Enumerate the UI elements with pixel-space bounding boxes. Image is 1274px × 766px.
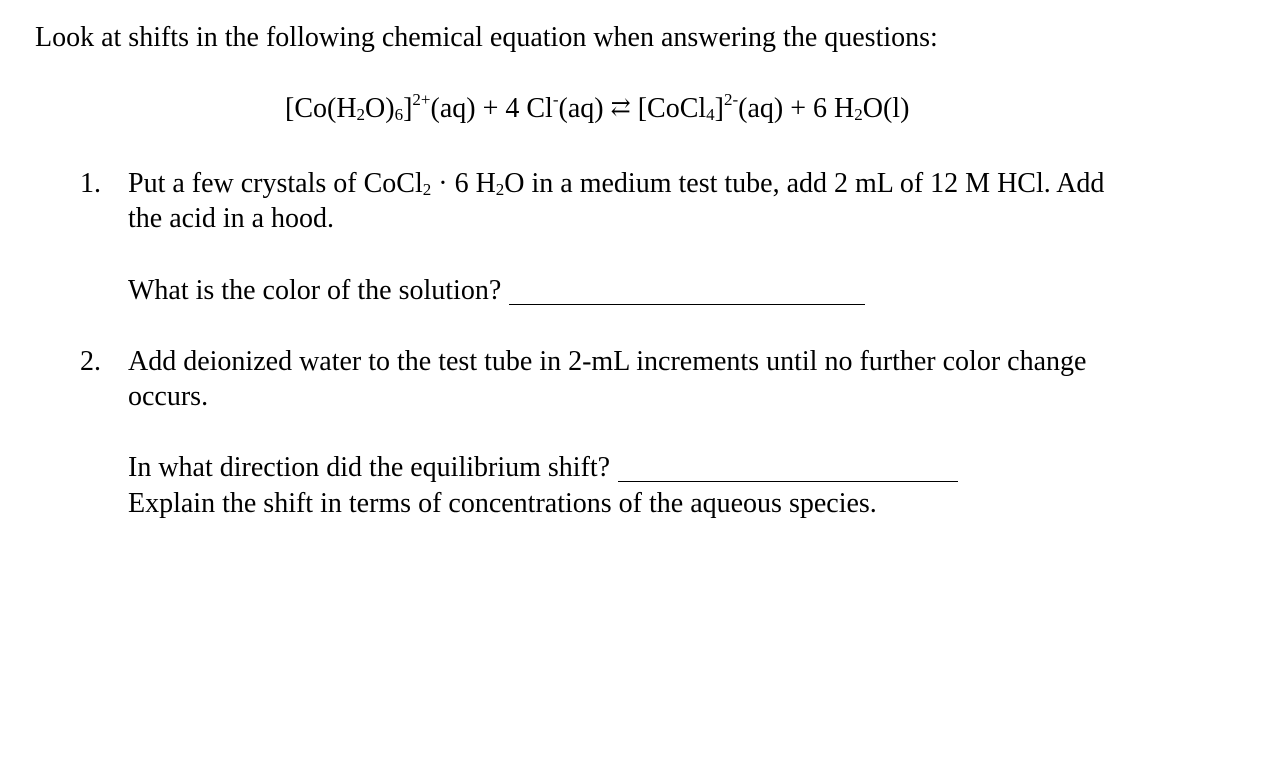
question-2-line-1: Add deionized water to the test tube in 2-mL increments until no further color change xyxy=(128,346,1087,377)
eq-charge: 2+ xyxy=(412,90,431,109)
q2-question-text: In what direction did the equilibrium shift? xyxy=(128,452,611,483)
eq-reactant2-state: (aq) xyxy=(558,93,611,124)
eq-subscript: 6 xyxy=(394,105,404,124)
eq-reactant1-close: ] xyxy=(403,93,413,124)
question-1-line-2: the acid in a hood. xyxy=(128,203,335,234)
question-1-line-1 xyxy=(128,168,1104,200)
eq-reactant1-state: (aq) + 4 Cl xyxy=(430,93,553,124)
eq-charge: 2- xyxy=(724,90,739,109)
question-2-prompt xyxy=(128,452,958,484)
eq-subscript: 2 xyxy=(854,105,863,124)
q1-answer-blank[interactable] xyxy=(509,276,865,305)
question-1-number: 1. xyxy=(80,168,101,199)
eq-reactant1-open: [Co(H xyxy=(285,93,357,124)
q1-text-a: Put a few crystals of CoCl xyxy=(128,168,423,199)
question-1-prompt xyxy=(128,275,865,307)
eq-subscript: 4 xyxy=(706,105,715,124)
eq-product1-state: (aq) + 6 H xyxy=(738,93,855,124)
eq-subscript: 2 xyxy=(356,105,366,124)
eq-product1-open: [CoCl xyxy=(630,93,707,124)
eq-product1-close: ] xyxy=(714,93,724,124)
q1-subscript: 2 xyxy=(495,180,505,199)
q1-question-text: What is the color of the solution? xyxy=(128,275,502,306)
eq-charge: - xyxy=(552,90,559,109)
eq-reactant1-mid: O) xyxy=(365,93,395,124)
eq-product2: O(l) xyxy=(862,93,910,124)
q1-text-c: O in a medium test tube, add 2 mL of 12 M HCl. Add xyxy=(504,168,1105,199)
chemical-equation xyxy=(285,90,910,125)
q2-answer-blank[interactable] xyxy=(618,453,958,482)
q1-subscript: 2 xyxy=(422,180,432,199)
question-2-number: 2. xyxy=(80,346,101,377)
question-2-line-2: occurs. xyxy=(128,381,209,412)
intro-text: Look at shifts in the following chemical equation when answering the questions: xyxy=(35,22,938,53)
q1-text-b: · 6 H xyxy=(431,168,496,199)
question-2-explain: Explain the shift in terms of concentrations of the aqueous species. xyxy=(128,488,877,519)
equilibrium-arrow-icon: ⇄ xyxy=(610,95,631,121)
